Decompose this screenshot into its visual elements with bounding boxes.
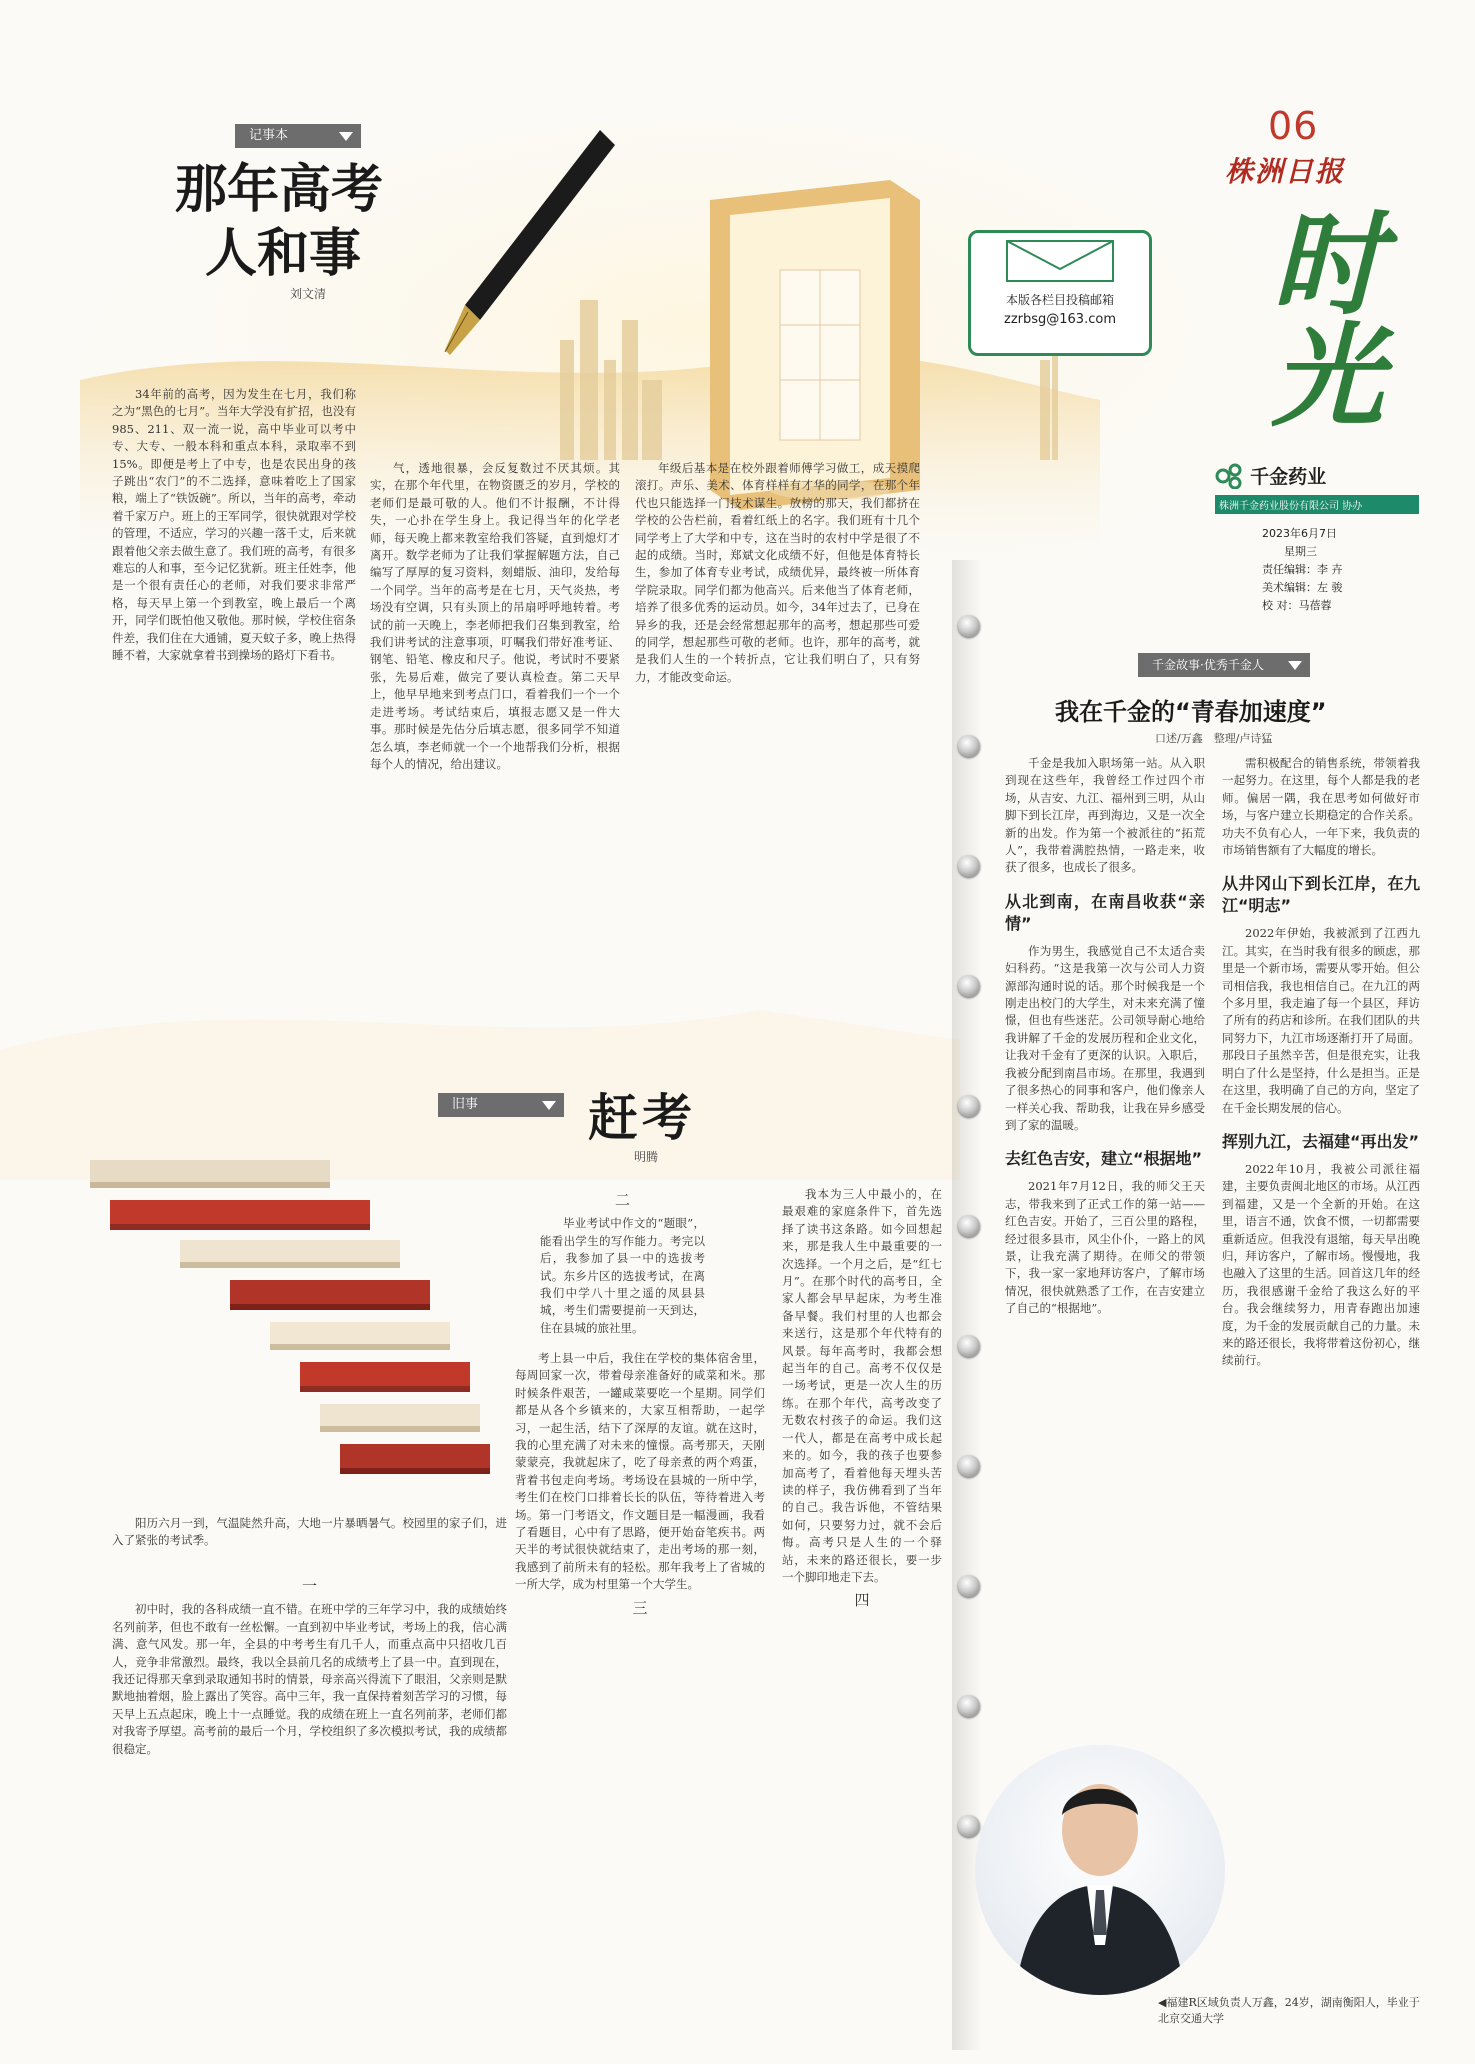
proofreader: 校 对：马蓓蓉 [1262,599,1332,612]
article2-section-4: 四 [854,1591,870,1610]
person-silhouette-icon [975,1745,1225,1995]
article3-col2-text: 需积极配合的销售系统，带领着我一起努力。在这里，每个人都是我的老师。偏居一隅，我在思考如何做好市场，与客户建立长期稳定的合作关系。功夫不负有心人，一年下来，我负责的市场销售额有了大幅度的增长。 [1222,756,1420,858]
article3-col2b-text: 2022年伊始，我被派到了江西九江。其实，在当时我有很多的顾虑，那里是一个新市场，需要从零开始。但公司相信我，我也相信自己。在九江的两个多月里，我走遍了每一个县区，拜访了所有的药店和诊所。在我们团队的共同努力下，九江市场逐渐打开了局面。那段日子虽然辛苦，但是很充实，让我明白了什么是坚持，什么是担当。正是在这里，我明确了自己的方向，坚定了在千金长期发展的信心。 [1222,926,1420,1115]
ring-icon [958,615,980,637]
article2-author: 明腾 [634,1150,659,1164]
article3-col1b-text: 作为男生，我感觉自己不太适合卖妇科药。“这是我第一次与公司人力资源部沟通时说的话。那个时候我是一个刚走出校门的大学生，对未来充满了憧憬，但也有些迷茫。公司领导耐心地给我讲解了千金的发展历程和企业文化，让我对千金有了更深的认识。入职后，我被分配到南昌市场。在那里，我遇到了很多热心的同事和客户，他们像亲人一样关心我、帮助我，让我在异乡感受到了家的温暖。 [1005,943,1205,1132]
mailbox-box [968,230,1152,356]
portrait-photo [975,1745,1225,1995]
article3-byline: 口述/万鑫 整理/卢诗猛 [1155,732,1273,745]
article3-col2c-text: 2022年10月，我被公司派往福建，主要负责闽北地区的市场。从江西到福建，又是一个全新的开始。在这里，语言不通，饮食不惯，一切都需要重新适应。但我没有退缩，每天早出晚归，拜访客户，了解市场。慢慢地，我也融入了这里的生活。回首这几年的经历，我很感谢千金给了我这么好的平台。我会继续努力，用青春跑出加速度，为千金的发展贡献自己的力量。未来的路还很长，我将带着这份初心，继续前行。 [1222,1161,1420,1368]
sponsor-block [1215,462,1425,514]
ring-icon [958,1575,980,1597]
article2-section-1: 一 [301,1577,317,1595]
ring-icon [958,1815,980,1837]
article3-subhead-3: 从井冈山下到长江岸，在九江“明志” [1222,874,1420,916]
portrait-caption: ◀福建R区域负责人万鑫，24岁，湖南衡阳人，毕业于北京交通大学 [1158,1996,1420,2025]
article1-col1-text: 34年前的高考，因为发生在七月，我们称之为“黑色的七月”。当年大学没有扩招，也没有985、211、双一流一说，高中毕业可以考中专、大专、一般本科和重点本科，录取率不到15%。即便是考上了中专，也是农民出身的孩子跳出“农门”的不二选择，意味着吃上了国家粮，端上了“铁饭碗”。所以，当年的高考，牵动着千家万户。班上的王军同学，很快就跟对学校的管理，不适应，学习的兴趣一落千丈，后来就跟着他父亲去做生意了。我们班的高考，有很多难忘的人和事，至今记忆犹新。班主任姓李，他是一个很有责任心的老师，对我们要求非常严格，每天早上第一个到教室，晚上最后一个离开，同学们既怕他又敬他。那时候，学校住宿条件差，我们住在大通铺，夏天蚊子多，晚上热得睡不着，大家就拿着书到操场的路灯下看书。 [112,387,356,663]
article1-title-line1: 那年高考 [175,160,384,220]
article3-col1c-text: 2021年7月12日，我的师父王天志，带我来到了正式工作的第一站——红色吉安。开始了，三百公里的路程，经过很多县市，风尘仆仆，一路上的风景，让我充满了期待。在师父的带领下，我一家一家地拜访客户，了解市场情况，很快就熟悉了工作，在吉安建立了自己的“根据地”。 [1005,1179,1205,1316]
ring-icon [958,975,980,997]
ring-icon [958,1335,980,1357]
article2-caption-text: 阳历六月一到，气温陡然升高，大地一片暴晒暑气。校园里的家子们，进入了紧张的考试季。 [112,1516,507,1548]
article2-col-right-text: 我本为三人中最小的，在最艰难的家庭条件下，首先选择了读书这条路。如今回想起来，那是我人生中最重要的一次选择。一个月之后，是“红七月”。在那个时代的高考日，全家人都会早早起床，为考生准备早餐。我们村里的人也都会来送行，这是那个年代特有的风景。每年高考时，我都会想起当年的自己。高考不仅仅是一场考试，更是一次人生的历练。在那个年代，高考改变了无数农村孩子的命运。我们这一代人，都是在高考中成长起来的。如今，我的孩子也要参加高考了，看着他每天埋头苦读的样子，我仿佛看到了当年的自己。我告诉他，不管结果如何，只要努力过，就不会后悔。高考只是人生的一个驿站，未来的路还很长，要一步一个脚印地走下去。 [782,1187,942,1584]
article3-tag-label: 千金故事·优秀千金人 [1152,658,1264,672]
article2-photo-caption [112,1515,507,1555]
article2-column-right [782,1186,942,2046]
ring-icon [958,1695,980,1717]
sponsor-name: 千金药业 [1250,466,1327,488]
article1-tag-label: 记事本 [249,128,289,143]
ring-icon [958,1455,980,1477]
ring-icon [958,1215,980,1237]
article2-col-left-text: 初中时，我的各科成绩一直不错。在班中学的三年学习中，我的成绩始终名列前茅，但也不敢有一丝松懈。一直到初中毕业考试，考场上的我，信心满满、意气风发。那一年，全县的中考考生有几千人，而重点高中只招收几百人，竞争非常激烈。最终，我以全县前几名的成绩考上了县一中。直到现在，我还记得那天拿到录取通知书时的情景，母亲高兴得流下了眼泪，父亲则是默默地抽着烟，脸上露出了笑容。高中三年，我一直保持着刻苦学习的习惯，每天早上五点起床，晚上十一点睡觉。我的成绩在班上一直名列前茅，老师们都对我寄予厚望。高考前的最后一个月，学校组织了多次模拟考试，我的成绩都很稳定。 [112,1602,507,1756]
stacked-books-illustration [50,1140,550,1520]
article2-section-2: 二 [614,1191,630,1209]
article2-tag-label: 旧事 [452,1097,479,1112]
article1-tag [235,124,361,148]
article2-column-mid [515,1350,765,2040]
art-editor: 美术编辑：左 骏 [1262,581,1343,594]
mailbox-label: 本版各栏目投稿邮箱 [1005,293,1114,307]
article2-tag [438,1093,564,1117]
tag-arrow-icon [1288,661,1302,670]
article1-col2-text: 气，透地很暴，会反复数过不厌其烦。其实，在那个年代里，在物资匮乏的岁月，学校的老师们是最可敬的人。他们不计报酬，不计得失，一心扑在学生身上。我记得当年的化学老师，每天晚上都来教室给我们答疑，直到熄灯才离开。数学老师为了让我们掌握解题方法，自己编写了厚厚的复习资料，刻蜡版、油印，发给每一个同学。当年的高考是在七月，天气炎热，考场没有空调，只有头顶上的吊扇呼呼地转着。考试的前一天晚上，李老师把我们召集到教室，给我们讲考试的注意事项，叮嘱我们带好准考证、钢笔、铅笔、橡皮和尺子。他说，考试时不要紧张，先易后难，做完了要认真检查。第二天早上，他早早地来到考点门口，看着我们一个一个走进考场。考试结束后，填报志愿又是一件大事。那时候是先估分后填志愿，很多同学不知道怎么填，李老师就一个一个地帮我们分析，根据每个人的情况，给出建议。 [370,461,620,771]
article3-title: 我在千金的“青春加速度” [1055,698,1327,726]
article2-column-mid-top [540,1186,705,1346]
article3-subhead-4: 挥别九江，去福建“再出发” [1222,1131,1420,1151]
article3-column-2 [1222,755,1420,1985]
date: 2023年6月7日 [1262,527,1337,540]
article3-tag [1138,653,1310,677]
envelope-icon [1005,239,1115,283]
article3-subhead-2: 去红色吉安，建立“根据地” [1005,1149,1203,1169]
page-number: 06 [1268,104,1319,148]
section-title: 时光 [1253,205,1384,429]
article2-title: 赶考 [588,1089,696,1147]
article2-section-3: 三 [632,1598,648,1617]
article1-col3-text: 年级后基本是在校外跟着师傅学习做工，成天摸爬滚打。声乐、美术、体育样样有才华的同学，在那个年代也只能选择一门技术谋生。放榜的那天，我们都挤在学校的公告栏前，看着红纸上的名字。我们班有十几个同学考上了大学和中专，这在当时的农村中学是很了不起的成绩。当时，郑斌文化成绩不好，但他是体育特长生，参加了体育专业考试，成绩优异，最终被一所体育学院录取。同学们都为他高兴。后来他当了体育老师，培养了很多优秀的运动员。如今，34年过去了，已身在异乡的我，还是会经常想起那年的高考，想起那些可爱的同学，想起那些可敬的老师。也许，那年的高考，就是我们人生的一个转折点，它让我们明白了，只有努力，才能改变命运。 [635,461,920,684]
article2-col-mid-top-text: 毕业考试中作文的“题眼”，能看出学生的写作能力。考完以后，我参加了县一中的选拔考试。东乡片区的选拔考试，在离我们中学八十里之遥的凤县县城，考生们需要提前一天到达，住在县城的旅社里。 [540,1216,705,1335]
newspaper-name: 株洲日报 [1225,155,1346,188]
article1-column-2 [370,460,620,1104]
editor: 责任编辑：李 卉 [1262,563,1343,576]
article1-column-3 [635,460,920,1104]
tag-arrow-icon [542,1101,556,1110]
dateline [1262,525,1343,615]
mailbox-email: zzrbsg@163.com [1004,312,1116,327]
sponsor-logo-icon [1215,463,1245,489]
ring-icon [958,855,980,877]
sponsor-line: 株洲千金药业股份有限公司 协办 [1215,495,1419,514]
ring-icon [958,1095,980,1117]
article2-col-mid-text: 考上县一中后，我住在学校的集体宿舍里，每周回家一次，带着母亲准备好的咸菜和米。那时候条件艰苦，一罐咸菜要吃一个星期。同学们都是从各个乡镇来的，大家互相帮助，一起学习，一起生活，结下了深厚的友谊。就在这时，我的心里充满了对未来的憧憬。高考那天，天刚蒙蒙亮，我就起床了，吃了母亲煮的两个鸡蛋，背着书包走向考场。考场设在县城的一所中学，考生们在校门口排着长长的队伍，等待着进入考场。第一门考语文，作文题目是一幅漫画，我看了看题目，心中有了思路，便开始奋笔疾书。两天半的考试很快就结束了，走出考场的那一刻，我感到了前所未有的轻松。那年我考上了省城的一所大学，成为村里第一个大学生。 [515,1351,765,1592]
weekday: 星期三 [1284,545,1317,558]
article1-title-line2: 人和事 [205,224,362,284]
article1-title [175,158,383,286]
article2-column-left [112,1572,507,2042]
fountain-pen-illustration [420,120,620,380]
article1-author: 刘文清 [290,287,327,301]
article3-col1-text: 千金是我加入职场第一站。从入职到现在这些年，我曾经工作过四个市场，从吉安、九江、福州到三明，从山脚下到长江岸，再到海边，又是一次全新的出发。作为第一个被派往的“拓荒人”，我带着满腔热情，一路走来，收获了很多，也成长了很多。 [1005,756,1205,875]
ring-icon [958,735,980,757]
tag-arrow-icon [339,132,353,141]
article3-subhead-1: 从北到南，在南昌收获“亲情” [1005,891,1205,933]
article1-column-1 [112,386,356,1104]
